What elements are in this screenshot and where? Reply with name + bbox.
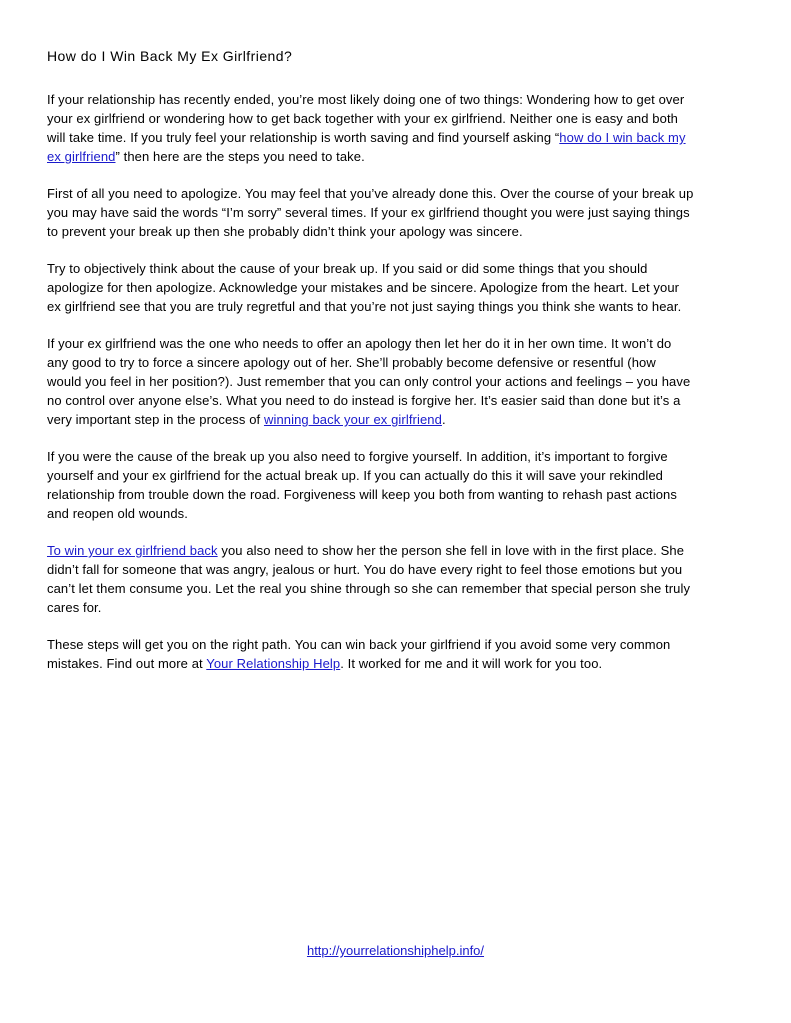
paragraph-conclusion — [47, 635, 751, 673]
text-line: apologize for then apologize. Acknowledge your mistakes and be sincere. Apologize from the heart. Let your — [47, 280, 680, 295]
text-line: First of all you need to apologize. You may feel that you’ve already done this. Over the course of your break up — [47, 186, 694, 201]
page-footer — [0, 943, 791, 959]
text-line: you may have said the words “I’m sorry” several times. If your ex girlfriend thought you were just saying things — [47, 205, 690, 220]
text-line — [47, 654, 751, 673]
paragraph-show-her — [47, 541, 751, 617]
footer-url-link[interactable]: http://yourrelationshiphelp.info/ — [306, 943, 485, 958]
win-back-ex-link[interactable]: how do I win back my — [559, 130, 686, 145]
text-line: If your relationship has recently ended, you’re most likely doing one of two things: Wondering how to get over — [47, 92, 685, 107]
text-line: didn’t fall for someone that was angry, jealous or hurt. You do have every right to feel those emotions but you — [47, 562, 683, 577]
document-title: How do I Win Back My Ex Girlfriend? — [47, 48, 293, 64]
text-fragment: . — [441, 412, 446, 427]
text-line: If you were the cause of the break up you also need to forgive yourself. In addition, it’s important to forgive — [47, 449, 668, 464]
text-line: Try to objectively think about the cause of your break up. If you said or did some things that you should — [47, 261, 648, 276]
text-line: relationship from trouble down the road. Forgiveness will keep you both from wanting to rehash past actions — [47, 487, 677, 502]
paragraph-cause — [47, 259, 751, 316]
text-line: any good to try to force a sincere apology out of her. She’ll probably become defensive or resentful (how — [47, 355, 656, 370]
text-line: no control over anyone else’s. What you need to do instead is forgive her. It’s easier said than done but it’s a — [47, 393, 681, 408]
text-line: yourself and your ex girlfriend for the actual break up. If you can actually do this it will save your rekindled — [47, 468, 664, 483]
text-line: cares for. — [47, 600, 102, 615]
winning-back-ex-link[interactable]: winning back your ex girlfriend — [263, 412, 442, 427]
text-line — [47, 410, 751, 429]
text-line: can’t let them consume you. Let the real you shine through so she can remember that special person she truly — [47, 581, 691, 596]
text-fragment: you also need to show her the person she fell in love with in the first place. She — [217, 543, 685, 558]
text-line: These steps will get you on the right path. You can win back your girlfriend if you avoid some very common — [47, 637, 671, 652]
text-line: to prevent your break up then she probably didn’t think your apology was sincere. — [47, 224, 523, 239]
text-line — [47, 541, 751, 560]
text-line: and reopen old wounds. — [47, 506, 188, 521]
text-fragment: mistakes. Find out more at — [47, 656, 207, 671]
text-line: If your ex girlfriend was the one who needs to offer an apology then let her do it in her own time. It won’t do — [47, 336, 672, 351]
win-ex-back-link[interactable]: To win your ex girlfriend back — [47, 543, 218, 558]
text-fragment: . It worked for me and it will work for you too. — [340, 656, 603, 671]
paragraph-forgive-yourself — [47, 447, 751, 523]
paragraph-her-apology — [47, 334, 751, 429]
text-fragment: will take time. If you truly feel your relationship is worth saving and find yourself asking “ — [47, 130, 560, 145]
text-fragment: ” then here are the steps you need to take. — [115, 149, 365, 164]
text-line: your ex girlfriend or wondering how to get back together with your ex girlfriend. Neither one is easy and both — [47, 111, 679, 126]
document-body — [47, 90, 751, 691]
text-line: ex girlfriend see that you are truly regretful and that you’re not just saying things you think she wants to hear. — [47, 299, 682, 314]
text-line: would you feel in her position?). Just remember that you can only control your actions and feelings – you have — [47, 374, 691, 389]
paragraph-intro — [47, 90, 751, 166]
win-back-ex-link-continued[interactable]: ex girlfriend — [47, 149, 116, 164]
text-line — [47, 147, 751, 166]
text-fragment: very important step in the process of — [47, 412, 264, 427]
relationship-help-link[interactable]: Your Relationship Help — [206, 656, 341, 671]
text-line — [47, 128, 751, 147]
paragraph-apologize — [47, 184, 751, 241]
